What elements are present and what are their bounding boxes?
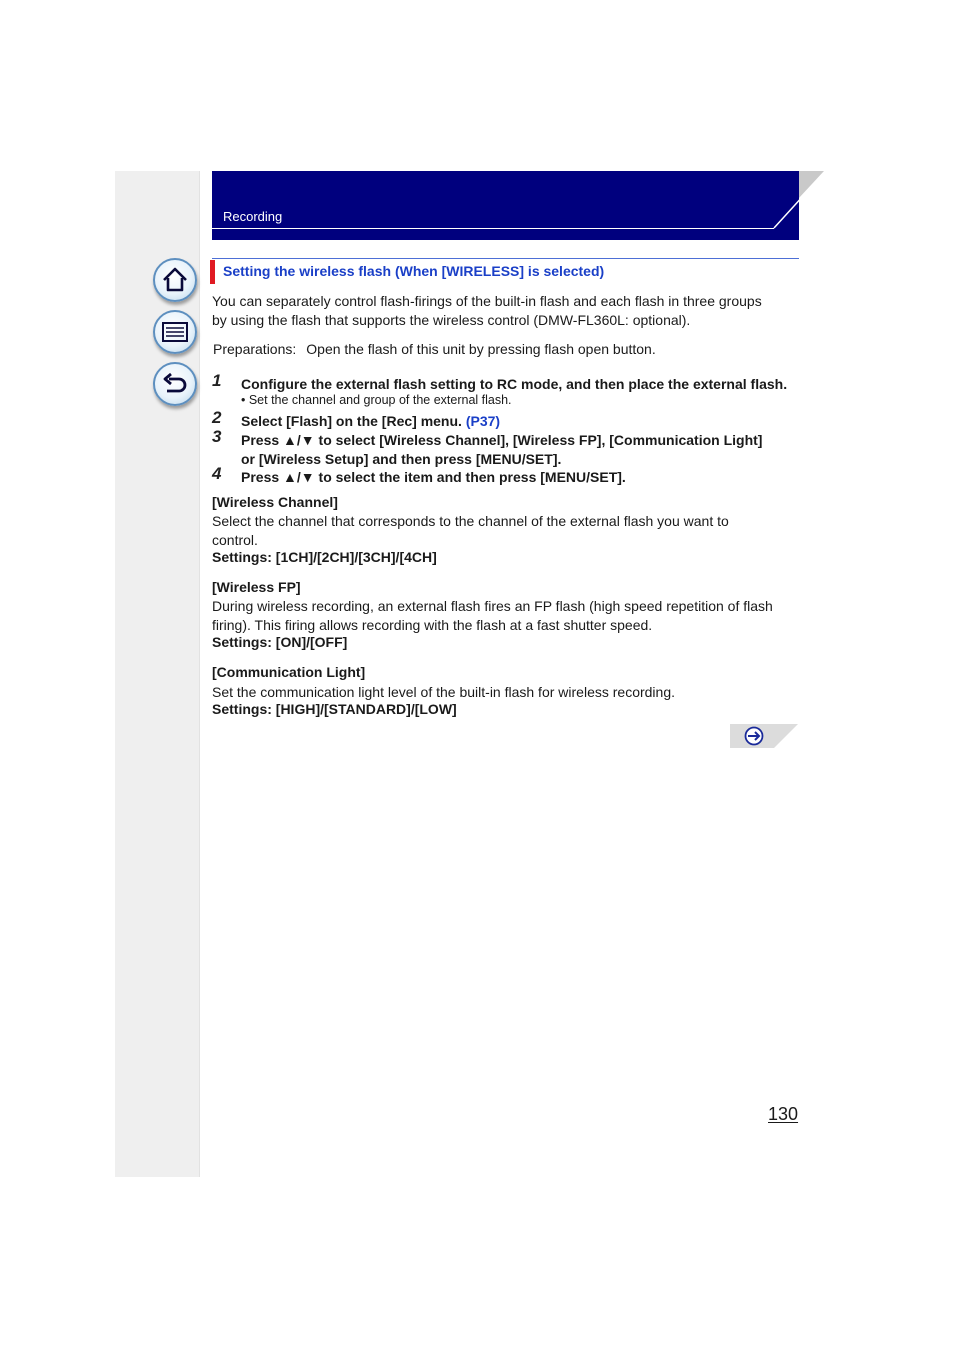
step-number: 3 bbox=[212, 427, 222, 446]
item-description bbox=[212, 683, 802, 702]
intro-line: by using the flash that supports the wireless control (DMW-FL360L: optional). bbox=[212, 312, 691, 328]
step-number: 1 bbox=[212, 371, 222, 390]
item-description bbox=[212, 597, 802, 635]
page-number: 130 bbox=[768, 1104, 799, 1124]
intro-paragraph bbox=[212, 292, 802, 330]
header-rule bbox=[212, 228, 774, 229]
header-bar bbox=[212, 171, 799, 240]
item-heading: [Wireless FP] bbox=[212, 579, 301, 595]
back-icon bbox=[161, 370, 189, 398]
section-marker bbox=[210, 260, 215, 284]
item-description-line: During wireless recording, an external flash fires an FP flash (high speed repetition of flash bbox=[212, 598, 773, 614]
menu-list-icon bbox=[161, 318, 189, 346]
item-description bbox=[212, 512, 802, 550]
step-number: 4 bbox=[212, 464, 222, 483]
step-text: Press ▲/▼ to select the item and then press [MENU/SET]. bbox=[241, 469, 626, 485]
step-number: 2 bbox=[212, 408, 222, 427]
home-icon bbox=[161, 266, 189, 294]
header-corner bbox=[760, 171, 824, 240]
item-heading: [Communication Light] bbox=[212, 664, 366, 680]
item-heading: [Wireless Channel] bbox=[212, 494, 338, 510]
item-description-line: control. bbox=[212, 532, 258, 548]
preparations-text: Open the flash of this unit by pressing flash open button. bbox=[306, 341, 656, 357]
item-description-line: Select the channel that corresponds to the channel of the external flash you want to bbox=[212, 513, 729, 529]
preparations bbox=[213, 340, 656, 359]
step-text bbox=[241, 412, 801, 431]
sidebar bbox=[115, 171, 200, 1177]
section-rule bbox=[212, 258, 799, 259]
item-settings: Settings: [HIGH]/[STANDARD]/[LOW] bbox=[212, 701, 457, 717]
back-button[interactable] bbox=[153, 362, 197, 406]
item-description-line: firing). This firing allows recording with the flash at a fast shutter speed. bbox=[212, 617, 653, 633]
step-note: • Set the channel and group of the external flash. bbox=[241, 393, 512, 407]
next-page-button[interactable] bbox=[730, 724, 798, 748]
intro-line: You can separately control flash-firings of the built-in flash and each flash in three groups bbox=[212, 293, 762, 309]
step-text-line: Press ▲/▼ to select [Wireless Channel], [Wireless FP], [Communication Light] bbox=[241, 432, 763, 448]
step-text: Configure the external flash setting to RC mode, and then place the external flash. bbox=[241, 376, 788, 392]
preparations-label: Preparations: bbox=[213, 341, 297, 357]
item-settings: Settings: [ON]/[OFF] bbox=[212, 634, 348, 650]
menu-list-button[interactable] bbox=[153, 310, 197, 354]
step-text bbox=[241, 431, 801, 469]
next-arrow-icon bbox=[746, 728, 763, 745]
item-settings: Settings: [1CH]/[2CH]/[3CH]/[4CH] bbox=[212, 549, 437, 565]
header-section-title: Recording bbox=[223, 209, 283, 224]
section-title: Setting the wireless flash (When [WIRELESS] is selected) bbox=[223, 263, 605, 279]
step-text-line: or [Wireless Setup] and then press [MENU/SET]. bbox=[241, 451, 562, 467]
page-link-p37[interactable]: (P37) bbox=[465, 413, 501, 429]
step-text-main: Select [Flash] on the [Rec] menu. bbox=[241, 413, 462, 429]
home-button[interactable] bbox=[153, 258, 197, 302]
item-description-line: Set the communication light level of the built-in flash for wireless recording. bbox=[212, 684, 675, 700]
